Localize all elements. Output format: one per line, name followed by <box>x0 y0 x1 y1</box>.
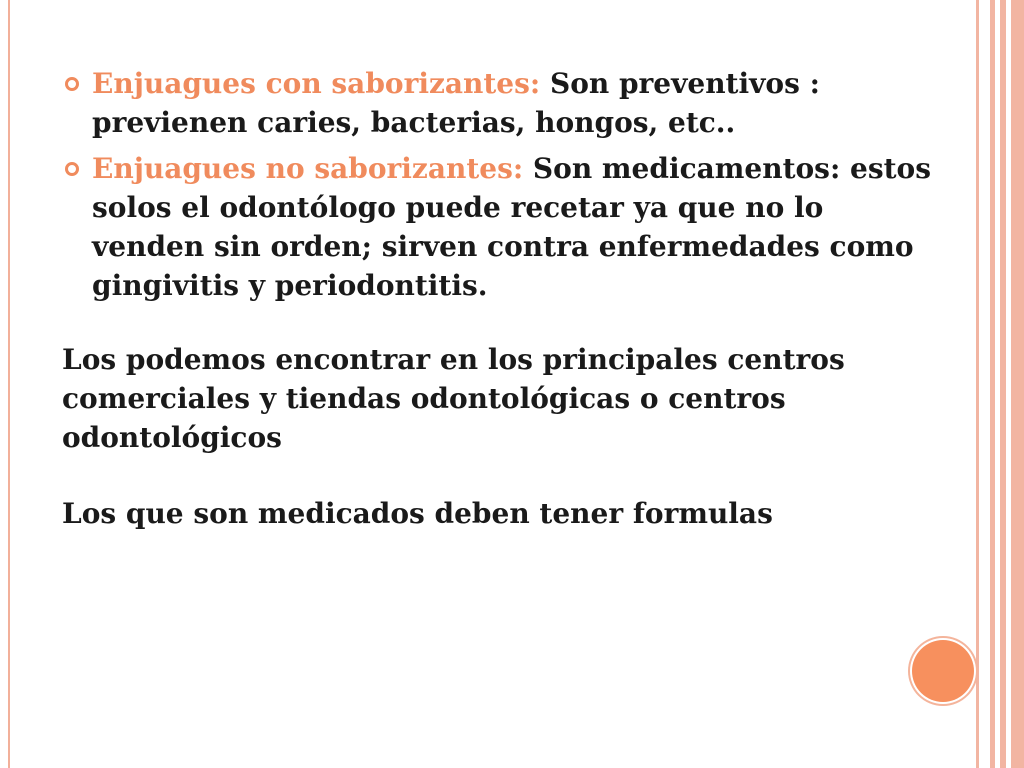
ring-bullet-icon <box>64 161 80 177</box>
ring-bullet-icon <box>64 76 80 92</box>
right-stripe <box>1000 0 1006 768</box>
bullet-item <box>62 64 932 142</box>
bullet-label: Enjuagues con saborizantes: <box>92 67 541 100</box>
paragraph: Los podemos encontrar en los principales centros comerciales y tiendas odontológicas o centros odontológicos <box>62 343 845 454</box>
right-stripe <box>1011 0 1024 768</box>
orange-circle-decoration <box>912 640 974 702</box>
left-border-line <box>8 0 10 768</box>
bullet-label: Enjuagues no saborizantes: <box>92 152 524 185</box>
slide-content <box>62 64 932 533</box>
right-stripe <box>976 0 979 768</box>
bullet-text: Son preventivos : previenen caries, bacterias, hongos, etc.. <box>92 67 820 139</box>
paragraph: Los que son medicados deben tener formulas <box>62 497 773 530</box>
bullet-text: Son medicamentos: estos solos el odontólogo puede recetar ya que no lo venden sin orden; sirven contra enfermedades como gingivitis y periodontitis. <box>92 152 931 302</box>
right-stripe <box>990 0 995 768</box>
bullet-item <box>62 149 932 305</box>
